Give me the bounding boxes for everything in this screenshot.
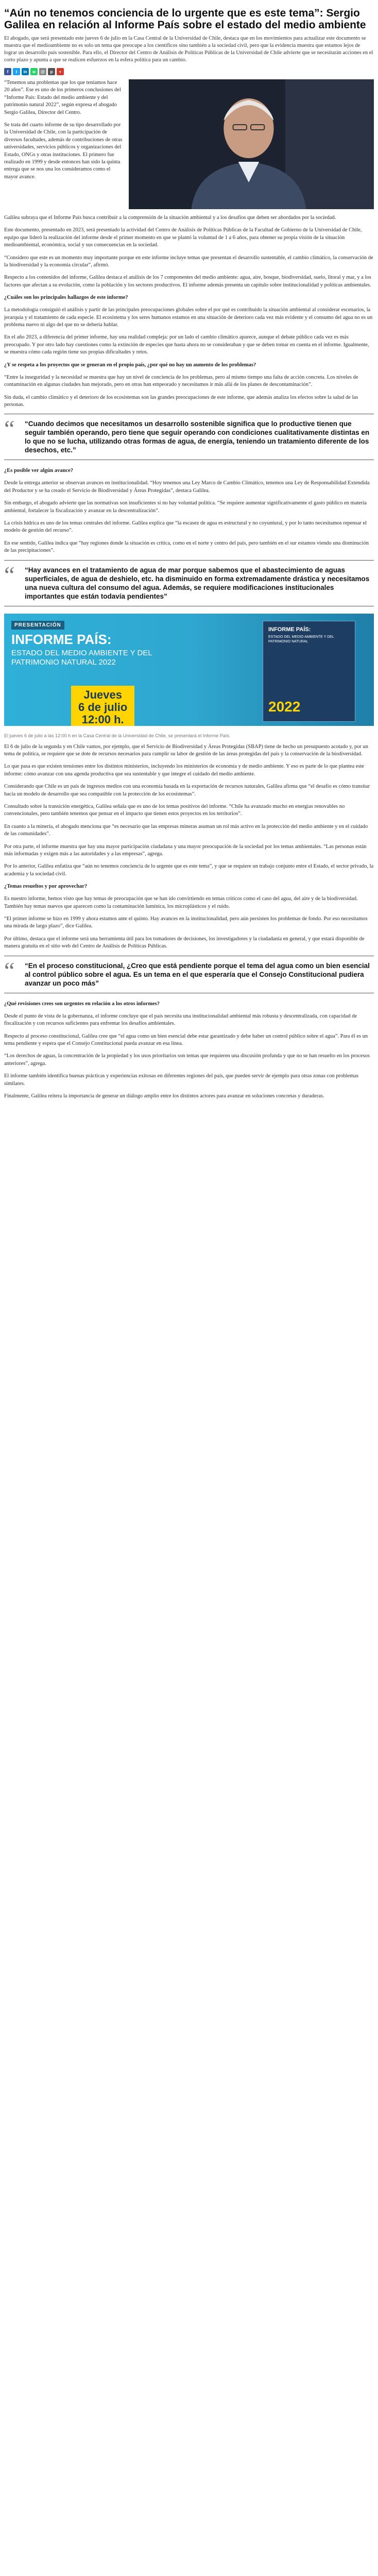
paragraph: Respecto al proceso constitucional, Galilea cree que “el agua como un bien esencial debe estar garantizado y debe haber un control público sobre el agua”. Para él es un tema pendiente y espera que el Consejo Constitucional pueda avanzar en esa línea.: [4, 1033, 368, 1046]
article-lede: El abogado, que será presentado este jueves 6 de julio en la Casa Central de la Universidad de Chile, destaca que en los movimientos para actualizar este documento se muestra que el medioambiente no es solo un tema que preocupe a los científicos sino también a la sociedad civil, pero que la evidencia muestra que estamos lejos de lograr un desarrollo país sostenible. Para ello, el Director del Centro de Análisis de Políticas Públicas de la Universidad de Chile advierte que se necesitarán acciones en el corto plazo y apunta a que se realicen esfuerzos en la esfera política para un cambio.: [4, 36, 373, 63]
pull-quote-text: “Hay avances en el tratamiento de agua de mar porque sabemos que el abastecimiento de aguas superficiales, de agua de deshielo, etc. ha disminuido en forma extremadamente drástica y necesitamos una nueva cultura del consumo del agua. Además, se requiere modificaciones institucionales importantes que están todavía pendientes”: [25, 566, 370, 600]
whatsapp-icon[interactable]: w: [30, 68, 38, 75]
paragraph: Respecto a los contenidos del informe, Galilea destaca el análisis de los 7 componentes del medio ambiente: agua, aire, bosque, biodiversidad, suelo, litoral y mar, y a los factores que afectan a su evolución, como la población y los sectores productivos. El informe además presenta un capítulo sobre institucionalidad y políticas ambientales.: [4, 275, 371, 288]
portrait-illustration: [129, 79, 374, 209]
portrait-photo: [129, 79, 374, 209]
section-subhead: ¿Y se respeta a los proyectos que se generan en el propio país, ¿por qué no hay un aumento de los problemas?: [4, 362, 256, 368]
paragraph: Sin duda, el cambio climático y el deterioro de los ecosistemas son las grandes preocupaciones de este informe, que además analiza los efectos sobre la salud de las personas.: [4, 394, 358, 408]
paragraph: En cuanto a la minería, el abogado menciona que “es necesario que las empresas mineras asuman un rol más activo en la protección del medio ambiente y en el cuidado de las comunidades”.: [4, 823, 368, 837]
paragraph: “Considero que este es un momento muy importante porque en este informe incluye temas que presentan el desarrollo sustentable, el cambio climático, la conservación de la biodiversidad y la economía circular”, afirmó.: [4, 255, 373, 268]
report-cover: [263, 621, 355, 722]
paragraph: Consultado sobre la transición energética, Galilea señala que es uno de los temas positivos del informe. “Chile ha avanzado mucho en energías renovables no convencionales, pero también tenemos que pensar en el impacto que tienen estos proyectos en los territorios”.: [4, 804, 345, 817]
paragraph: Galilea subraya que el Informe País busca contribuir a la comprensión de la situación ambiental y a los desafíos que deben ser abordados por la sociedad.: [4, 215, 336, 221]
paragraph: El informe también identifica buenas prácticas y experiencias exitosas en diferentes regiones del país, que pueden servir de ejemplo para otras zonas con problemas similares.: [4, 1073, 359, 1087]
paragraph: Por otra parte, el informe muestra que hay una mayor participación ciudadana y una mayor preocupación de la sociedad por los temas ambientales. “Las personas están más informadas y exigen más a las autoridades y a las empresas”, agrega.: [4, 843, 367, 857]
paragraph: “Entre la inseguridad y la necesidad se muestra que hay un nivel de conciencia de los problemas, pero al mismo tiempo una falta de acción concreta. Los niveles de contaminación en algunas ciudades han mejorado, pero en otras han empeorado y necesitamos ir más allá de los planes de descontaminación”.: [4, 374, 358, 388]
facebook-icon[interactable]: f: [4, 68, 11, 75]
event-banner[interactable]: [4, 614, 374, 726]
quote-icon: “: [4, 561, 15, 588]
paragraph: “Los derechos de aguas, la concentración de la propiedad y los usos prioritarios son temas que requieren una discusión profunda y que no se han resuelto en los procesos anteriores”, agrega.: [4, 1053, 370, 1066]
banner-date-day: Jueves: [83, 688, 122, 701]
print-icon[interactable]: p: [48, 68, 55, 75]
banner-date-date: 6 de julio: [78, 700, 128, 714]
paragraph: Este documento, presentado en 2023, será presentado la actividad del Centro de Análisis de Políticas Públicas de la Facultad de Gobierno de la Universidad de Chile, equipo que lideró la realización del informe desde el primer momento en que se plantó la voluntad de 1 a 6 años, para obtener su propia visión de la situación medioambiental, económica, social y sus consecuencias en la sociedad.: [4, 227, 362, 248]
paragraph: El 6 de julio de la segunda y en Chile vamos, por ejemplo, que el Servicio de Biodiversidad y Áreas Protegidas (SBAP) tiene de hecho un presupuesto acotado y, por un tema de política, se requiere que se dote de recursos necesarios para cumplir su labor de gestión de las áreas protegidas del país y la conservación de la biodiversidad.: [4, 743, 369, 757]
banner-caption: El jueves 6 de julio a las 12:00 h en la Casa Central de la Universidad de Chile, se presentará el Informe País.: [4, 733, 231, 738]
paragraph: Finalmente, Galilea reitera la importancia de generar un diálogo amplio entre los distintos actores para avanzar en soluciones concretas y duraderas.: [4, 1093, 324, 1099]
pull-quote: [4, 414, 374, 460]
intro-text: [4, 79, 123, 209]
paragraph: Por último, destaca que el informe será una herramienta útil para los tomadores de decisiones, los investigadores y la ciudadanía en general, y que estará disponible de manera gratuita en el sitio web del Centro de Análisis de Políticas Públicas.: [4, 936, 365, 950]
twitter-icon[interactable]: t: [13, 68, 20, 75]
paragraph: Sin embargo, el abogado advierte que las normativas son insuficientes si no hay voluntad política. “Se requiere aumentar significativamente el gasto público en materia ambiental, fortalecer la fiscalización y avanzar en la descentralización”.: [4, 500, 367, 514]
pull-quote: [4, 956, 374, 993]
article-page: [0, 0, 378, 1115]
section-subhead: ¿Es posible ver algún avance?: [4, 468, 73, 474]
pull-quote-text: “Cuando decimos que necesitamos un desarrollo sostenible significa que lo productive tienen que seguir también operando, pero tiene que seguir operando con condiciones cualitativamente distintas en lo que no se lucha, utilizando otras formas de agua, de energía, teniendo un tratamiento diferente de los desechos, etc.”: [25, 420, 370, 454]
section-subhead: ¿Cuáles son los principales hallazgos de este informe?: [4, 295, 128, 301]
pull-quote-text: “En el proceso constitucional, ¿Creo que está pendiente porque el tema del agua como un bien esencial al control público sobre el agua. Es un tema en el que esperaría que el Consejo Constitucional pudiera avanzar un poco más”: [25, 961, 370, 987]
report-cover-subtitle: ESTADO DEL MEDIO AMBIENTE Y DEL PATRIMONIO NATURAL: [268, 635, 334, 643]
paragraph: La metodología consiguió el análisis y partir de las principales preocupaciones globales sobre el por qué es contribuido la situación ambiental al considerar escenarios, la jerarquía y el tratamiento de cada especie. El ecosistema y los seres humanos estamos en una situación de deterioro cada vez más evidente y el consumo del agua no es un problema nuevo ni algo del que no se debería hablar.: [4, 307, 373, 328]
article-headline: “Aún no tenemos conciencia de lo urgente que es este tema”: Sergio Galilea en relación al Informe País sobre el estado del medio ambiente: [4, 7, 366, 31]
paragraph: En el año 2023, a diferencia del primer informe, hay una realidad compleja: por un lado el cambio climático aparece, aunque el debate público cada vez es más preocupado. Y por otro lado hay cuestiones como la extinción de especies que hasta ahora no se consideraban y que se deben tomar en cuenta en el informe. Igualmente, se muestra cómo cada región tiene sus propias dificultades y retos.: [4, 334, 369, 355]
paragraph: Considerando que Chile es un país de ingresos medios con una economía basada en la exportación de recursos naturales, Galilea afirma que “el desafío es cómo transitar hacia un modelo de desarrollo que sea compatible con la protección de los ecosistemas”.: [4, 784, 370, 797]
banner-title: INFORME PAÍS:: [11, 631, 112, 647]
banner-date-time: 12:00 h.: [81, 713, 124, 726]
paragraph: “El primer informe se hizo en 1999 y ahora estamos ante el quinto. Hay avances en la institucionalidad, pero aún persisten los problemas de fondo. Por eso necesitamos una mirada de largo plazo”, dice Galilea.: [4, 916, 368, 929]
section-subhead: ¿Temas resueltos y por aprovechar?: [4, 884, 88, 890]
banner-subtitle: ESTADO DEL MEDIO AMBIENTE Y DEL PATRIMONIO NATURAL 2022: [11, 648, 152, 667]
quote-icon: “: [4, 415, 15, 442]
report-cover-year: 2022: [268, 698, 301, 715]
paragraph: Es nuestro informe, hemos visto que hay temas de preocupación que se han ido convirtiendo en temas críticos como el caso del agua, del aire y de la biodiversidad. También hay temas nuevos que aparecen como la contaminación lumínica, los microplásticos y el ruido.: [4, 896, 358, 909]
email-icon[interactable]: @: [39, 68, 46, 75]
paragraph: Por lo anterior, Galilea enfatiza que “aún no tenemos conciencia de lo urgente que es este tema”, y que se requiere un trabajo conjunto entre el Estado, el sector privado, la academia y la sociedad civil.: [4, 863, 374, 877]
intro-block: [4, 79, 374, 209]
linkedin-icon[interactable]: in: [22, 68, 29, 75]
banner-date: [71, 686, 134, 726]
section-subhead: ¿Qué revisiones crees son urgentes en relación a los otros informes?: [4, 1001, 160, 1007]
paragraph: “Tenemos una problemas que los que teníamos hace 20 años”. Ese es uno de los primeros conclusiones del “Informe País: Estado del medio ambiente y del patrimonio natural 2022”, según expresa el abogado Sergio Galilea, Director del Centro.: [4, 80, 121, 115]
banner-tag: PRESENTACIÓN: [11, 621, 64, 630]
paragraph: En ese sentido, Galilea indica que “hay regiones donde la situación es crítica, como en el norte y centro del país, pero también en el sur estamos viendo una disminución de las precipitaciones”.: [4, 540, 369, 554]
quote-icon: “: [4, 957, 15, 984]
paragraph: Se trata del cuarto informe de su tipo desarrollado por la Universidad de Chile, con la participación de diversos facultades, además de contribuciones de otras universidades, servicios públicos y organizaciones del Estado, ONGs y otras instituciones. El primero fue realizado en 1999 y desde entonces han sido la quinta entrega que se nos una los consideramos como el mayor avance.: [4, 122, 123, 180]
paragraph: Desde el punto de vista de la gobernanza, el informe concluye que el país necesita una institucionalidad ambiental más robusta y descentralizada, con capacidad de fiscalización y con recursos suficientes para enfrentar los desafíos ambientales.: [4, 1013, 357, 1027]
report-cover-title: INFORME PAÍS:: [268, 626, 311, 633]
share-bar: [4, 68, 374, 75]
share-icon[interactable]: +: [57, 68, 64, 75]
paragraph: La crisis hídrica es uno de los temas centrales del informe. Galilea explica que “la escasez de agua es estructural y no coyuntural, y por lo tanto necesitamos repensar el modelo de gestión del recurso”.: [4, 520, 367, 534]
paragraph: Desde la entrega anterior se observan avances en institucionalidad. “Hoy tenemos una Ley Marco de Cambio Climático, tenemos una Ley de Responsabilidad Extendida del Productor y se ha creado el Servicio de Biodiversidad y Áreas Protegidas”, destaca Galilea.: [4, 480, 370, 494]
pull-quote: [4, 560, 374, 606]
paragraph: Lo que pasa es que existen tensiones entre los distintos ministerios, incluyendo los ministerios de economía y de medio ambiente. Y eso es parte de lo que plantea este informe: cómo avanzar con una agenda productiva que sea sustentable y que integre el cuidado del medio ambiente.: [4, 764, 365, 777]
